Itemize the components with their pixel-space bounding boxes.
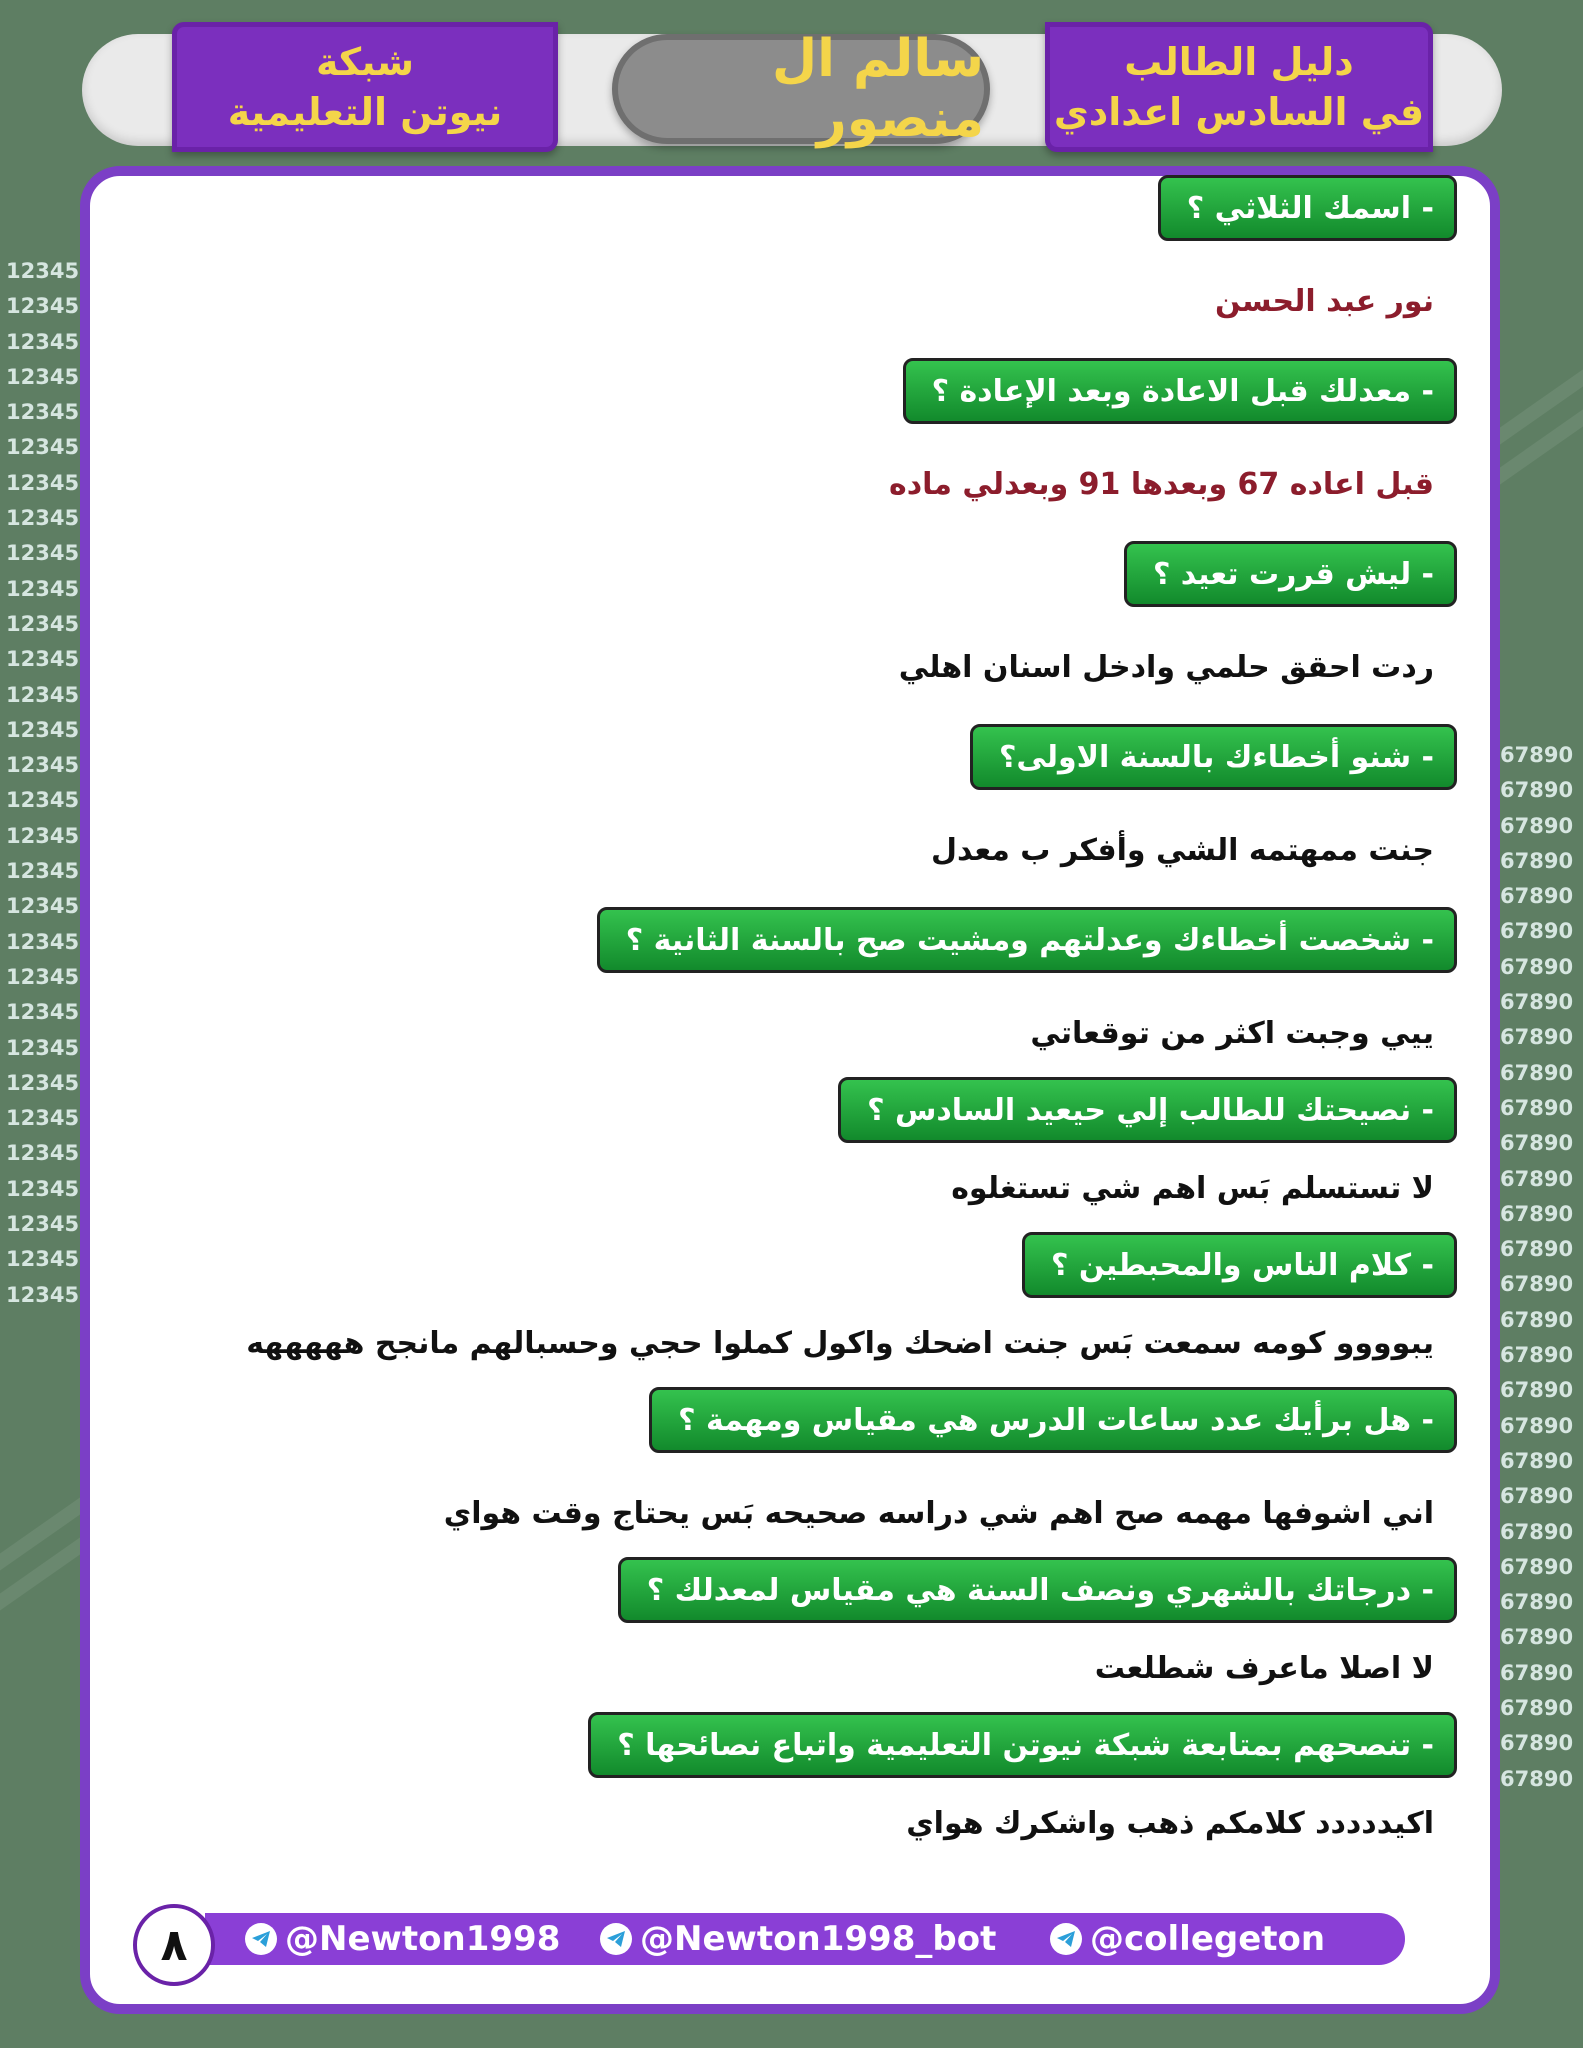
telegram-link-2[interactable] <box>600 1913 996 1965</box>
side-number: 67890 <box>1500 1448 1574 1473</box>
question-text: - شخصت أخطاءك وعدلتهم ومشيت صح بالسنة الثانية ؟ <box>625 922 1434 958</box>
telegram-handle: @Newton1998 <box>285 1919 561 1959</box>
side-number: 12345 <box>6 929 80 954</box>
side-number: 12345 <box>6 682 80 707</box>
side-number: 67890 <box>1500 954 1574 979</box>
side-number: 67890 <box>1500 743 1574 767</box>
side-number: 67890 <box>1500 1307 1574 1332</box>
side-number: 67890 <box>1500 1484 1574 1509</box>
question-box <box>970 724 1457 790</box>
answer-text: جنت ممهتمه الشي وأفكر ب معدل <box>930 832 1434 868</box>
side-number: 67890 <box>1500 1625 1574 1650</box>
side-number: 67890 <box>1500 1696 1574 1721</box>
telegram-icon <box>245 1923 277 1955</box>
question-box <box>838 1077 1457 1143</box>
network-name-line2: نيوتن التعليمية <box>227 90 503 134</box>
side-number: 67890 <box>1500 990 1574 1015</box>
author-name-pill <box>612 29 990 149</box>
page-number-text: ٨ <box>160 1919 188 1971</box>
question-text: - هل برأيك عدد ساعات الدرس هي مقياس ومهمة ؟ <box>678 1402 1434 1438</box>
side-number: 12345 <box>6 964 80 989</box>
telegram-link-3[interactable] <box>1050 1913 1325 1965</box>
side-number: 12345 <box>6 1106 80 1131</box>
question-text: - تنصحهم بمتابعة شبكة نيوتن التعليمية واتباع نصائحها ؟ <box>617 1727 1434 1763</box>
side-number: 12345 <box>6 1000 80 1025</box>
side-number: 12345 <box>6 788 80 813</box>
answer-text: ردت احقق حلمي وادخل اسنان اهلي <box>898 649 1434 685</box>
answer-text: لا اصلا ماعرف شطلعت <box>1094 1650 1434 1686</box>
side-number: 67890 <box>1500 848 1574 873</box>
answer-text: لا تستسلم بَس اهم شي تستغلوه <box>951 1170 1434 1206</box>
side-number: 67890 <box>1500 1095 1574 1120</box>
answer-text: اكيددددد كلامكم ذهب واشكرك هواي <box>906 1805 1434 1841</box>
telegram-handle: @collegeton <box>1090 1919 1326 1959</box>
question-box <box>1124 541 1457 607</box>
guide-title-line1: دليل الطالب <box>1124 40 1354 84</box>
side-number: 12345 <box>6 1282 80 1307</box>
side-number: 12345 <box>6 753 80 778</box>
side-number: 12345 <box>6 823 80 848</box>
side-number: 12345 <box>6 1141 80 1166</box>
question-text: - شنو أخطاءك بالسنة الاولى؟ <box>998 739 1434 775</box>
question-text: - ليش قررت تعيد ؟ <box>1152 556 1434 592</box>
question-box <box>903 358 1457 424</box>
telegram-handle: @Newton1998_bot <box>640 1919 997 1959</box>
question-box <box>618 1557 1457 1623</box>
right-number-column <box>1500 738 1580 1797</box>
side-number: 67890 <box>1500 1766 1574 1791</box>
side-number: 12345 <box>6 470 80 495</box>
side-number: 67890 <box>1500 1590 1574 1615</box>
side-number: 67890 <box>1500 813 1574 838</box>
question-box <box>597 907 1457 973</box>
side-number: 12345 <box>6 611 80 636</box>
author-name: سالم ال منصور <box>771 29 984 149</box>
footer-bar <box>205 1913 1405 1965</box>
side-number: 67890 <box>1500 1519 1574 1544</box>
side-number: 67890 <box>1500 1660 1574 1685</box>
side-number: 67890 <box>1500 1060 1574 1085</box>
left-number-column <box>6 254 82 1313</box>
question-text: - درجاتك بالشهري ونصف السنة هي مقياس لمعدلك ؟ <box>646 1572 1434 1608</box>
guide-title-line2: في السادس اعدادي <box>1053 90 1425 134</box>
side-number: 67890 <box>1500 1025 1574 1050</box>
question-text: - اسمك الثلاثي ؟ <box>1186 190 1434 226</box>
side-number: 67890 <box>1500 1413 1574 1438</box>
question-text: - كلام الناس والمحبطين ؟ <box>1051 1247 1434 1283</box>
side-number: 67890 <box>1500 1237 1574 1262</box>
side-number: 67890 <box>1500 1166 1574 1191</box>
network-name-box <box>172 22 558 152</box>
telegram-link-1[interactable] <box>245 1913 560 1965</box>
page-number <box>133 1904 215 1986</box>
side-number: 67890 <box>1500 778 1574 803</box>
side-number: 67890 <box>1500 1131 1574 1156</box>
side-number: 12345 <box>6 1035 80 1060</box>
side-number: 12345 <box>6 541 80 566</box>
guide-title-box <box>1045 22 1433 152</box>
side-number: 12345 <box>6 400 80 425</box>
side-number: 67890 <box>1500 919 1574 944</box>
side-number: 67890 <box>1500 1343 1574 1368</box>
side-number: 12345 <box>6 717 80 742</box>
side-number: 12345 <box>6 506 80 531</box>
answer-text: قبل اعاده 67 وبعدها 91 وبعدلي ماده <box>889 466 1434 502</box>
answer-text: اني اشوفها مهمه صح اهم شي دراسه صحيحه بَس يحتاج وقت هواي <box>443 1495 1434 1531</box>
question-text: - نصيحتك للطالب إلي حيعيد السادس ؟ <box>867 1092 1434 1128</box>
side-number: 12345 <box>6 1247 80 1272</box>
side-number: 12345 <box>6 364 80 389</box>
side-number: 12345 <box>6 894 80 919</box>
answer-text: ييي وجبت اكثر من توقعاتي <box>1030 1015 1434 1051</box>
side-number: 12345 <box>6 259 80 283</box>
side-number: 12345 <box>6 1212 80 1237</box>
side-number: 12345 <box>6 435 80 460</box>
side-number: 67890 <box>1500 1272 1574 1297</box>
question-box <box>649 1387 1457 1453</box>
side-number: 67890 <box>1500 1731 1574 1756</box>
side-number: 12345 <box>6 1176 80 1201</box>
side-number: 12345 <box>6 576 80 601</box>
side-number: 12345 <box>6 329 80 354</box>
side-number: 67890 <box>1500 884 1574 909</box>
side-number: 12345 <box>6 1070 80 1095</box>
telegram-icon <box>1050 1923 1082 1955</box>
question-box <box>1022 1232 1457 1298</box>
side-number: 67890 <box>1500 1378 1574 1403</box>
answer-text: يبوووو كومه سمعت بَس جنت اضحك واكول كملوا حجي وحسبالهم مانجح هههههه <box>246 1325 1434 1361</box>
side-number: 67890 <box>1500 1201 1574 1226</box>
network-name-line1: شبكة <box>315 40 415 84</box>
answer-text: نور عبد الحسن <box>1215 283 1434 319</box>
question-box <box>588 1712 1457 1778</box>
side-number: 67890 <box>1500 1554 1574 1579</box>
telegram-icon <box>600 1923 632 1955</box>
side-number: 12345 <box>6 859 80 884</box>
question-text: - معدلك قبل الاعادة وبعد الإعادة ؟ <box>931 373 1434 409</box>
side-number: 12345 <box>6 294 80 319</box>
side-number: 12345 <box>6 647 80 672</box>
question-box <box>1158 175 1457 241</box>
